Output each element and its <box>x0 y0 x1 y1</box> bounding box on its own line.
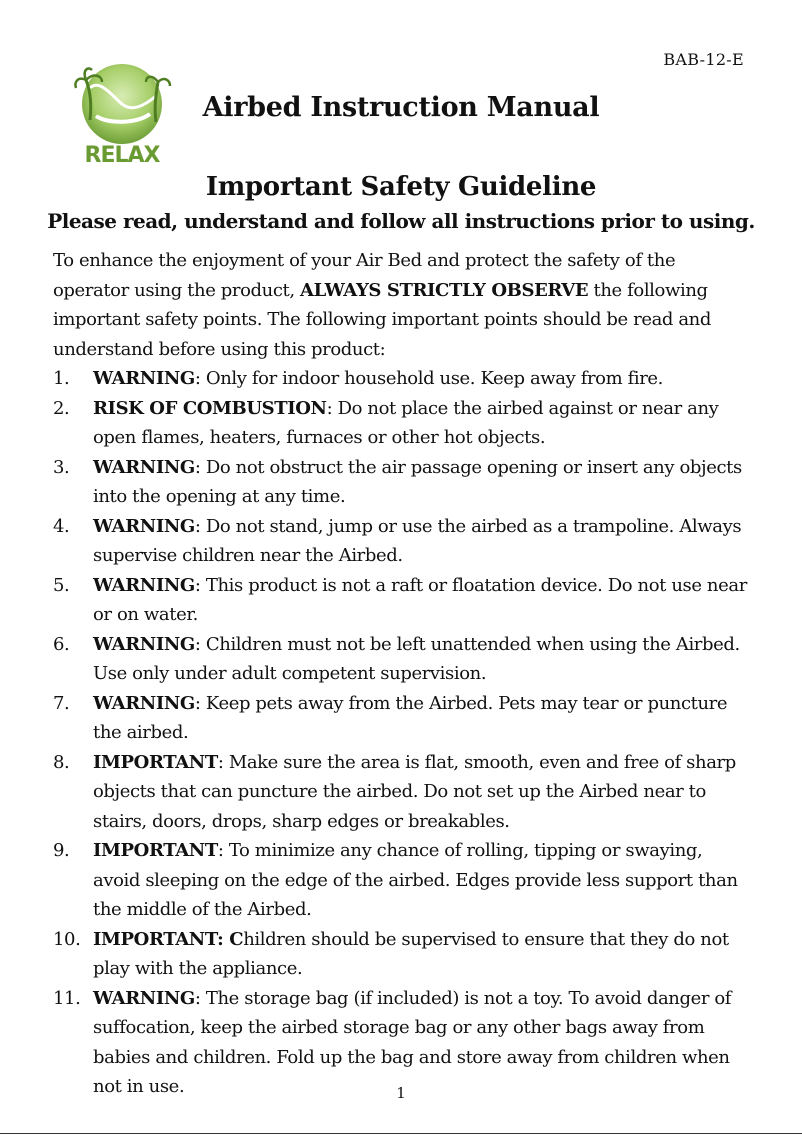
item-number: 8. <box>53 751 70 773</box>
list-item <box>53 394 753 453</box>
item-text: : Do not obstruct the air passage opening or insert any objects into the opening at any time. <box>93 456 742 507</box>
intro-emphasis: ALWAYS STRICTLY OBSERVE <box>300 279 589 301</box>
item-label: WARNING <box>93 456 195 478</box>
item-number: 5. <box>53 574 70 596</box>
list-item <box>53 689 753 748</box>
intro-text-start: To enhance the enjoyment of your Air Bed and protect the safety of the operator using the product, <box>53 250 676 301</box>
list-item <box>53 453 753 512</box>
item-text: : Make sure the area is flat, smooth, even and free of sharp objects that can puncture the airbed. Do not set up the Airbed near to stairs, doors, drops, sharp edges or breakables. <box>93 751 736 832</box>
safety-list <box>53 364 753 1102</box>
item-text: : The storage bag (if included) is not a toy. To avoid danger of suffocation, keep the airbed storage bag or any other bags away from babies and children. Fold up the bag and store away from children when not in use. <box>93 987 732 1097</box>
item-label: RISK OF COMBUSTION <box>93 397 327 419</box>
item-number: 3. <box>53 456 70 478</box>
item-label: IMPORTANT <box>93 840 218 861</box>
item-label: WARNING <box>93 368 195 389</box>
intro-paragraph <box>53 246 753 364</box>
section-heading: Important Safety Guideline <box>205 172 597 202</box>
list-item <box>53 748 753 837</box>
list-item <box>53 512 753 571</box>
document-code: BAB-12-E <box>663 50 744 69</box>
item-label: WARNING <box>93 633 195 655</box>
item-text: hildren should be supervised to ensure that they do not play with the appliance. <box>93 928 729 979</box>
item-number: 7. <box>53 692 70 714</box>
item-number: 10. <box>53 928 81 950</box>
item-text: : Children must not be left unattended when using the Airbed. Use only under adult competent supervision. <box>93 633 740 684</box>
item-label: WARNING <box>93 574 195 596</box>
item-text: : This product is not a raft or floatation device. Do not use near or on water. <box>93 574 747 625</box>
list-item <box>53 571 753 630</box>
item-number: 11. <box>53 987 81 1009</box>
list-item <box>53 836 753 925</box>
item-text: : To minimize any chance of rolling, tipping or swaying, avoid sleeping on the edge of the airbed. Edges provide less support than the middle of the Airbed. <box>93 840 738 920</box>
item-number: 1. <box>53 368 70 389</box>
page-title: Airbed Instruction Manual <box>202 92 600 123</box>
item-label: WARNING <box>93 515 195 537</box>
item-number: 6. <box>53 633 70 655</box>
item-label: IMPORTANT <box>93 751 218 773</box>
item-number: 9. <box>53 840 70 861</box>
list-item <box>53 925 753 984</box>
instruction-notice: Please read, understand and follow all instructions prior to using. <box>47 209 755 233</box>
item-text: : Do not place the airbed against or near any open flames, heaters, furnaces or other hot objects. <box>93 397 719 448</box>
item-label: IMPORTANT: C <box>93 928 244 950</box>
item-number: 4. <box>53 515 70 537</box>
bottom-divider <box>0 1133 802 1134</box>
item-text: : Keep pets away from the Airbed. Pets may tear or puncture the airbed. <box>93 692 728 743</box>
page-number: 1 <box>396 1084 406 1102</box>
item-label: WARNING <box>93 987 195 1009</box>
logo-wordmark: RELAX <box>84 143 160 168</box>
list-item <box>53 364 753 394</box>
list-item <box>53 630 753 689</box>
item-text: : Do not stand, jump or use the airbed as a trampoline. Always supervise children near the Airbed. <box>93 515 742 566</box>
item-text: : Only for indoor household use. Keep away from fire. <box>194 368 664 389</box>
intro-text-end: the following important safety points. The following important points should be read and understand before using this product: <box>53 279 711 360</box>
item-label: WARNING <box>93 692 195 714</box>
item-number: 2. <box>53 397 70 419</box>
